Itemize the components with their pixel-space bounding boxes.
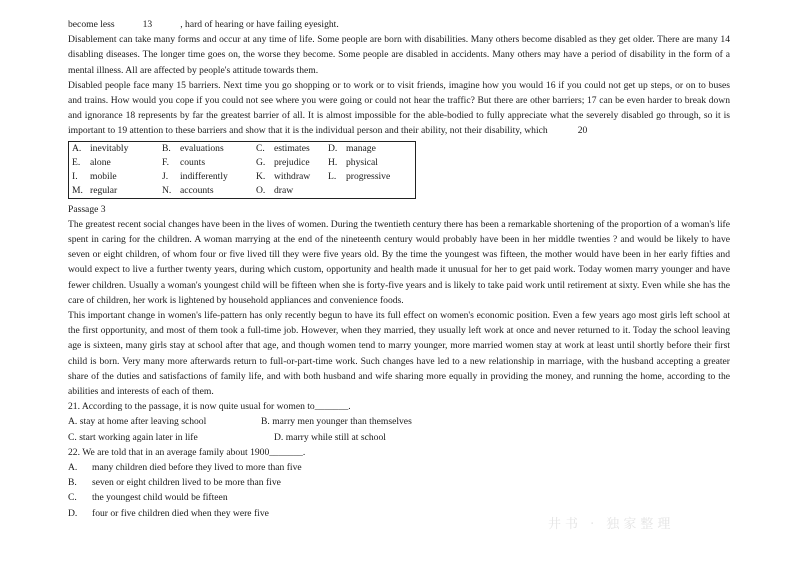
word-letter: M. [72, 184, 83, 196]
word-letter: N. [162, 184, 172, 196]
word-option: indifferently [180, 170, 228, 182]
option-text: seven or eight children lived to be more than five [92, 477, 281, 489]
question-21-option-b[interactable]: B. marry men younger than themselves [261, 416, 412, 428]
word-letter: O. [256, 184, 266, 196]
passage-label: Passage 3 [68, 203, 106, 215]
word-letter: G. [256, 156, 266, 168]
question-21-option-a[interactable]: A. stay at home after leaving school [68, 416, 207, 428]
word-option: evaluations [180, 142, 224, 154]
word-letter: C. [256, 142, 265, 154]
option-letter: D. [68, 507, 78, 519]
question-21-stem: 21. According to the passage, it is now quite usual for women to_______. [68, 401, 351, 413]
word-bank-row [69, 170, 416, 184]
paragraph-1: Disablement can take many forms and occur at any time of life. Some people are born with disabilities. Many others become disabled as they get older. There are many 14 disabling diseases. The longer time goes on, the worse they become. Some people are disabled in accidents. Many others may have a period of disability in the form of a mental illness. All are affected by people's attitude towards them. [68, 34, 730, 76]
blank-20: 20 [577, 125, 588, 137]
word-letter: B. [162, 142, 171, 154]
option-letter: C. [68, 492, 77, 504]
question-21-option-d[interactable]: D. marry while still at school [274, 431, 386, 443]
word-option: accounts [180, 184, 214, 196]
word-option: inevitably [90, 142, 129, 154]
question-21-options-row-2 [68, 430, 730, 445]
word-letter: L. [328, 170, 337, 182]
word-option: prejudice [274, 156, 310, 168]
word-option-empty [343, 184, 416, 199]
word-bank-row [69, 141, 416, 156]
paragraph-2-text: Disabled people face many 15 barriers. Next time you go shopping or to work or to visit friends, imagine how you would 16 if you could not get up steps, or on to buses and trains. How would you cope if you could not see where you were going or could not hear the traffic? But there are other barriers; 17 can be even harder to break down and ignorance 18 represents by far the greatest barrier of all. It is almost impossible for the able-bodied to fully appreciate what the severely disabled go through, so it is important to 19 attention to these barriers and show that it is the individual person and their ability, not their disability, which [68, 79, 730, 137]
word-bank-table [68, 141, 416, 199]
document-page [68, 17, 730, 521]
word-option: mobile [90, 170, 117, 182]
word-option: estimates [274, 142, 310, 154]
word-option: manage [346, 142, 376, 154]
option-text: many children died before they lived to more than five [92, 461, 302, 473]
passage-3-paragraph-1: The greatest recent social changes have been in the lives of women. During the twentieth century there has been a remarkable shortening of the proportion of a woman's life spent in caring for the children. A woman marrying at the end of the nineteenth century would probably have been in her middle twenties ? and would be likely to have seven or eight children, of whom four or five lived till they were five years old. By the time the youngest was fifteen, the mother would have been in her early fifties and would expect to live a further twenty years, during which custom, opportunity and health made it unusual for her to get paid work. Today women marry younger and have fewer children. Usually a woman's youngest child will be fifteen when she is forty-five years and is likely to take paid work until retirement at sixty. Even while she has the care of children, her work is lightened by household appliances and convenience foods. [68, 218, 730, 306]
word-option: progressive [346, 170, 391, 182]
watermark: 井书 · 独家整理 [548, 517, 675, 532]
blank-13: 13 [142, 19, 153, 30]
option-text: the youngest child would be fifteen [92, 492, 228, 504]
word-letter-empty [325, 184, 343, 199]
word-option: counts [180, 156, 206, 168]
word-letter: F. [162, 156, 169, 168]
word-letter: H. [328, 156, 338, 168]
word-option: alone [90, 156, 111, 168]
word-letter: A. [72, 142, 82, 154]
question-22-option-b[interactable] [68, 475, 730, 490]
word-letter: D. [328, 142, 338, 154]
question-21-options-row-1 [68, 414, 730, 429]
passage-3-paragraph-2: This important change in women's life-pattern has only recently begun to have its full effect on women's economic position. Even a few years ago most girls left school at the first opportunity, and most of them took a full-time job. However, when they married, they usually left work at once and never returned to it. Today the school leaving age is sixteen, many girls stay at school after that age, and though women tend to marry younger, more married women stay at work at least until shortly before their first child is born. Very many more afterwards return to full-or-part-time work. Such changes have led to a new relationship in marriage, with the husband accepting a greater share of the duties and satisfactions of family life, and with both husband and wife sharing more equally in providing the money, and running the home, according to the abilities and interests of each of them. [68, 310, 730, 398]
paragraph-2 [68, 78, 730, 139]
word-letter: E. [72, 156, 81, 168]
option-letter: B. [68, 477, 77, 489]
word-letter: K. [256, 170, 266, 182]
option-letter: A. [68, 461, 78, 473]
word-bank-row [69, 184, 416, 199]
question-22-option-a[interactable] [68, 460, 730, 475]
word-letter: J. [162, 170, 169, 182]
word-option: withdraw [274, 170, 311, 182]
question-22-stem: 22. We are told that in an average family about 1900_______. [68, 446, 306, 458]
word-option: draw [274, 184, 294, 196]
question-21-option-c[interactable]: C. start working again later in life [68, 431, 198, 443]
top-line-after: , hard of hearing or have failing eyesight. [180, 19, 339, 30]
top-line [68, 17, 730, 32]
question-22-option-c[interactable] [68, 490, 730, 505]
word-bank-row [69, 156, 416, 170]
word-letter: I. [72, 170, 78, 182]
option-text: four or five children died when they were five [92, 507, 269, 519]
word-option: regular [90, 184, 118, 196]
word-option: physical [346, 156, 378, 168]
top-line-before: become less [68, 19, 115, 30]
